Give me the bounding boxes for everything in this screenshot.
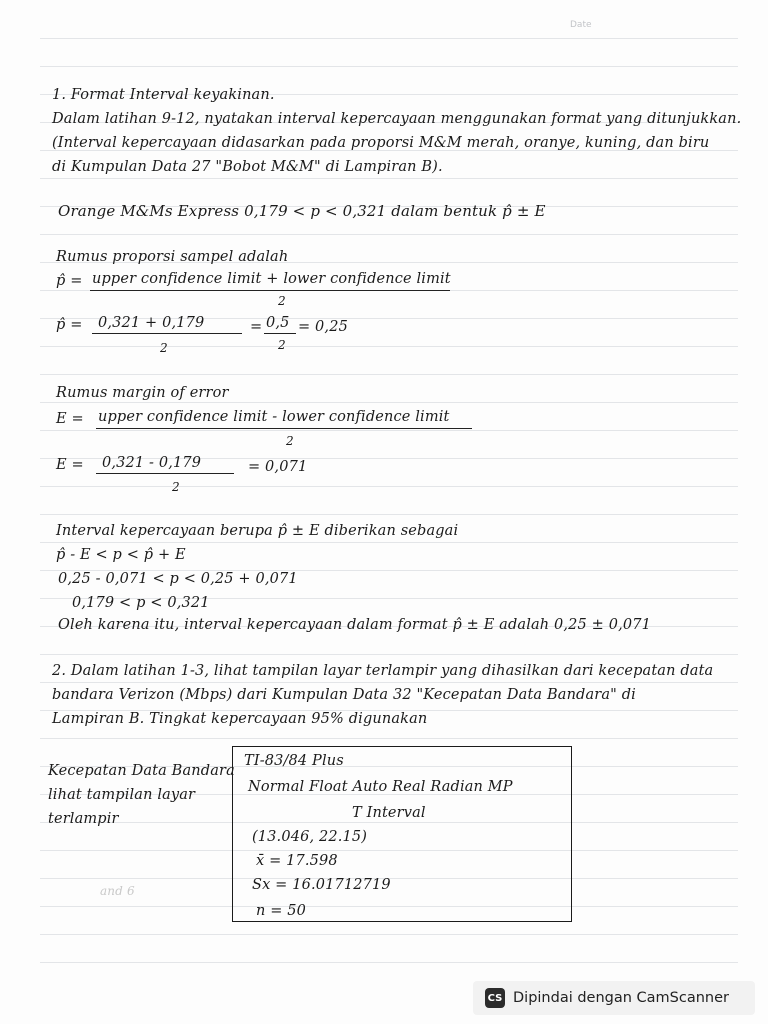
calculator-sample-mean: x̄ = 17.598 <box>256 853 338 869</box>
proportion-calc-numerator: 0,321 + 0,179 <box>98 315 205 331</box>
proportion-heading: Rumus proporsi sampel adalah <box>56 249 289 265</box>
interval-step: p̂ - E < p < p̂ + E <box>56 547 186 563</box>
question-2-text: Lampiran B. Tingkat kepercayaan 95% digunakan <box>52 711 428 727</box>
ruled-line <box>40 486 738 487</box>
proportion-calc-lhs: p̂ = <box>56 317 83 333</box>
margin-of-error-calc-lhs: E = <box>56 457 84 473</box>
fraction-bar <box>90 290 450 291</box>
calculator-model: TI-83/84 Plus <box>244 753 344 769</box>
calculator-mode: Normal Float Auto Real Radian MP <box>248 779 513 795</box>
question-1-text: di Kumpulan Data 27 "Bobot M&M" di Lampiran B). <box>52 159 443 175</box>
margin-of-error-heading: Rumus margin of error <box>56 385 229 401</box>
given-interval: Orange M&Ms Express 0,179 < p < 0,321 dalam bentuk p̂ ± E <box>58 202 546 220</box>
ruled-line <box>40 234 738 235</box>
proportion-formula-denominator: 2 <box>278 294 286 308</box>
question-1-title: 1. Format Interval keyakinan. <box>52 87 275 103</box>
faint-mark: and 6 <box>100 884 135 898</box>
question-1-text: Dalam latihan 9-12, nyatakan interval kepercayaan menggunakan format yang ditunjukkan. <box>52 111 742 127</box>
ruled-line <box>40 934 738 935</box>
fraction-bar <box>92 333 242 334</box>
ruled-line <box>40 738 738 739</box>
ruled-line <box>40 682 738 683</box>
ruled-line <box>40 542 738 543</box>
interval-heading: Interval kepercayaan berupa p̂ ± E diberikan sebagai <box>56 523 459 539</box>
side-note: terlampir <box>48 811 119 827</box>
question-1-text: (Interval kepercayaan didasarkan pada proporsi M&M merah, oranye, kuning, dan biru <box>52 135 710 151</box>
interval-step: 0,179 < p < 0,321 <box>72 595 210 611</box>
fraction-bar <box>96 428 472 429</box>
ruled-line <box>40 374 738 375</box>
side-note: lihat tampilan layar <box>48 787 196 803</box>
date-label: Date <box>570 20 592 30</box>
camscanner-text: Dipindai dengan CamScanner <box>513 990 730 1006</box>
calculator-sample-sd: Sx = 16.01712719 <box>252 877 391 893</box>
ruled-line <box>40 654 738 655</box>
margin-of-error-calc-numerator: 0,321 - 0,179 <box>102 455 202 471</box>
calculator-test-name: T Interval <box>352 805 426 821</box>
side-note: Kecepatan Data Bandara <box>48 763 235 779</box>
camscanner-watermark <box>473 981 755 1015</box>
margin-of-error-calc-result: = 0,071 <box>248 459 308 475</box>
proportion-calc-mid-numerator: 0,5 <box>266 315 290 331</box>
calculator-sample-size: n = 50 <box>256 903 307 919</box>
ruled-line <box>40 38 738 39</box>
margin-of-error-formula-lhs: E = <box>56 411 84 427</box>
proportion-calc-denominator: 2 <box>160 341 168 355</box>
ruled-line <box>40 402 738 403</box>
proportion-formula-numerator: upper confidence limit + lower confidence limit <box>92 271 451 287</box>
fraction-bar <box>96 473 234 474</box>
ruled-line <box>40 430 738 431</box>
ruled-line <box>40 66 738 67</box>
proportion-calc-mid-denominator: 2 <box>278 338 286 352</box>
fraction-bar <box>264 333 296 334</box>
margin-of-error-formula-denominator: 2 <box>286 434 294 448</box>
camscanner-logo-icon: CS <box>485 988 505 1008</box>
interval-step: 0,25 - 0,071 < p < 0,25 + 0,071 <box>58 571 298 587</box>
question-2-text: 2. Dalam latihan 1-3, lihat tampilan layar terlampir yang dihasilkan dari kecepatan data <box>52 663 714 679</box>
ruled-line <box>40 962 738 963</box>
margin-of-error-formula-numerator: upper confidence limit - lower confidence limit <box>98 409 450 425</box>
ruled-line <box>40 346 738 347</box>
proportion-formula-lhs: p̂ = <box>56 273 83 289</box>
calculator-interval: (13.046, 22.15) <box>252 829 368 845</box>
ruled-line <box>40 178 738 179</box>
interval-conclusion: Oleh karena itu, interval kepercayaan dalam format p̂ ± E adalah 0,25 ± 0,071 <box>58 617 651 633</box>
proportion-calc-result: = 0,25 <box>298 319 348 335</box>
equals-sign: = <box>250 319 263 335</box>
ruled-line <box>40 514 738 515</box>
question-2-text: bandara Verizon (Mbps) dari Kumpulan Data 32 "Kecepatan Data Bandara" di <box>52 687 636 703</box>
margin-of-error-calc-denominator: 2 <box>172 480 180 494</box>
